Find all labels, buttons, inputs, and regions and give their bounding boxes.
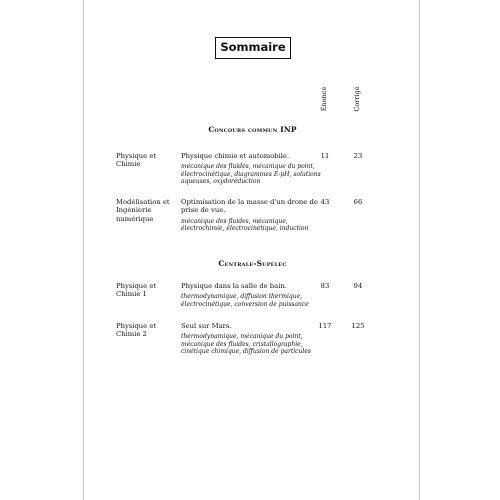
entry-topics: thermodynamique, mécanique du point, mécanique des fluides, cristallographie, cinétique chimique, diffusion de particules: [181, 333, 311, 356]
section-title-centrale: Centrale-Supélec: [218, 259, 287, 268]
page-number-corrige: 125: [351, 322, 365, 330]
page-number-corrige: 23: [353, 152, 363, 160]
entry-content: [181, 198, 321, 233]
entry-subject: Physique et Chimie 1: [116, 282, 157, 299]
entry-subject: Physique et Chimie 2: [116, 322, 157, 339]
page-number-corrige: 94: [353, 282, 363, 290]
page-title: Sommaire: [215, 37, 291, 59]
entry-title: Optimisation de la masse d'un drone de prise de vue.: [181, 198, 318, 215]
entry-content: [181, 282, 321, 308]
entry-topics: thermodynamique, diffusion thermique, électrocinétique, conversion de puissance: [181, 293, 309, 308]
entry-topics: mécanique des fluides, mécanique, électrochimie, électrocinétique, induction: [181, 217, 309, 233]
page-number-enonce: 117: [318, 322, 332, 330]
entry-title: Physique chimie et automobile.: [181, 152, 290, 160]
page-number-corrige: 66: [353, 198, 363, 206]
document-page: [83, 0, 420, 500]
column-header-enonce: Énoncé: [320, 86, 328, 112]
entry-subject: Physique et Chimie: [116, 152, 157, 169]
entry-content: [181, 152, 321, 186]
page-number-enonce: 11: [320, 152, 330, 160]
entry-title: Seul sur Mars.: [181, 322, 232, 330]
entry-subject: Modélisation et Ingénierie numérique: [116, 198, 170, 223]
column-header-corrige: Corrigé: [353, 86, 361, 112]
page-number-enonce: 83: [320, 282, 330, 290]
entry-title: Physique dans la salle de bain.: [181, 282, 287, 290]
entry-topics: mécanique des fluides, mécanique du point, électrocinétique, diagrammes E-pH, solutions aqueuses, oxydoréduction: [181, 163, 321, 186]
section-title-ccinp: Concours commun INP: [208, 125, 297, 134]
entry-content: [181, 322, 321, 356]
page-number-enonce: 43: [320, 198, 330, 206]
